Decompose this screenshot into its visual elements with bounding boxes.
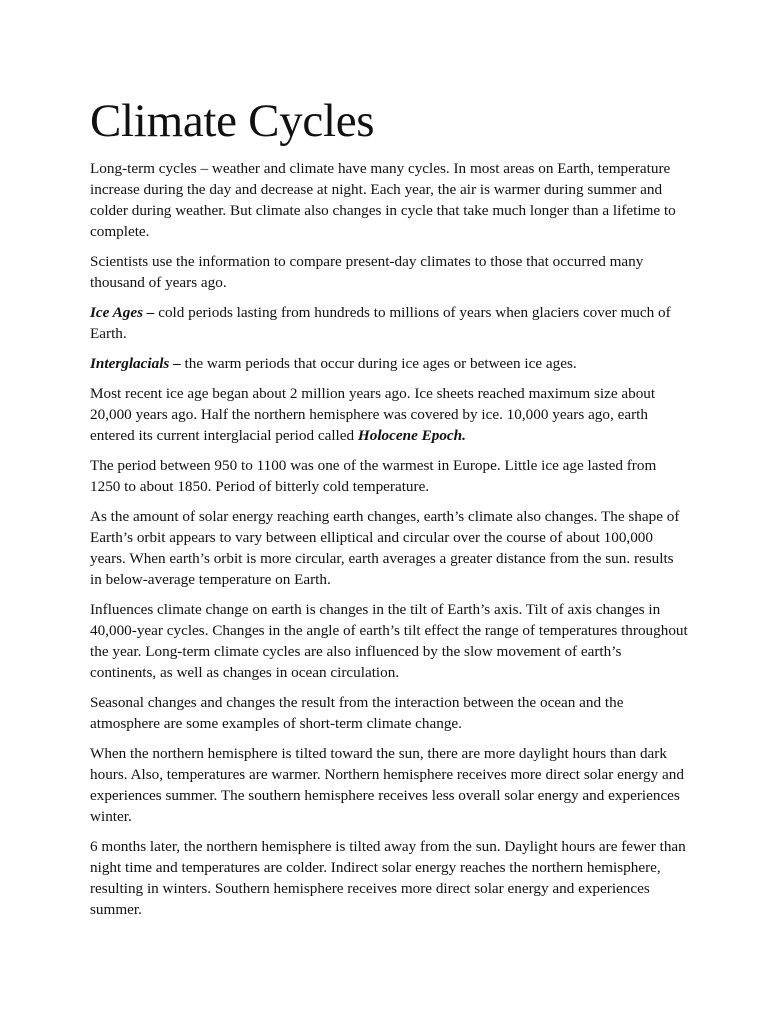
paragraph-long-term-cycles <box>90 158 688 242</box>
paragraph-northern-summer <box>90 743 688 827</box>
paragraph-interglacials <box>90 353 688 374</box>
paragraph-six-months-later <box>90 836 688 920</box>
paragraph-scientists <box>90 251 688 293</box>
page-title: Climate Cycles <box>90 95 375 147</box>
paragraph-text: Most recent ice age began about 2 million years ago. Ice sheets reached maximum size about 20,000 years ago. Half the northern hemisphere was covered by ice. 10,000 years ago, earth entered its current interglacial period called <box>90 385 656 445</box>
paragraph-text: As the amount of solar energy reaching earth changes, earth’s climate also changes. The shape of Earth’s orbit appears to vary between elliptical and circular over the course of about 100,000 years. When earth’s orbit is more circular, earth averages a greater distance from the sun. results in below-average temperature on Earth. <box>90 508 680 589</box>
paragraph-text: When the northern hemisphere is tilted toward the sun, there are more daylight hours than dark hours. Also, temperatures are warmer. Northern hemisphere receives more direct solar energy and experiences summer. The southern hemisphere receives less overall solar energy and experiences winter. <box>90 745 684 826</box>
paragraph-text: 6 months later, the northern hemisphere is tilted away from the sun. Daylight hours are fewer than night time and temperatures are colder. Indirect solar energy reaches the northern hemisphere, resulting in winters. Southern hemisphere receives more direct solar energy and experiences summer. <box>90 838 686 919</box>
paragraph-recent-ice-age <box>90 383 688 446</box>
paragraph-text: The period between 950 to 1100 was one of the warmest in Europe. Little ice age lasted from 1250 to about 1850. Period of bitterly cold temperature. <box>90 457 657 496</box>
paragraph-text: the warm periods that occur during ice ages or between ice ages. <box>180 355 577 373</box>
term-ice-ages: Ice Ages – <box>90 304 155 322</box>
paragraph-short-term-change <box>90 692 688 734</box>
paragraph-text: Long-term cycles – weather and climate have many cycles. In most areas on Earth, temperature increase during the day and decrease at night. Each year, the air is warmer during summer and colder during weather. But climate also changes in cycle that take much longer than a lifetime to complete. <box>90 160 676 241</box>
term-interglacials: Interglacials – <box>90 355 181 373</box>
paragraph-solar-energy-orbit <box>90 506 688 590</box>
paragraph-ice-ages <box>90 302 688 344</box>
paragraph-warm-period-europe <box>90 455 688 497</box>
paragraph-text: Scientists use the information to compare present-day climates to those that occurred many thousand of years ago. <box>90 253 644 292</box>
paragraph-text: Seasonal changes and changes the result from the interaction between the ocean and the atmosphere are some examples of short-term climate change. <box>90 694 624 733</box>
paragraph-axis-tilt <box>90 599 688 683</box>
document-page <box>90 94 688 929</box>
paragraph-text: cold periods lasting from hundreds to millions of years when glaciers cover much of Earth. <box>90 304 671 343</box>
paragraph-text: Influences climate change on earth is changes in the tilt of Earth’s axis. Tilt of axis changes in 40,000-year cycles. Changes in the angle of earth’s tilt effect the range of temperatures throughout the year. Long-term climate cycles are also influenced by the slow movement of earth’s continents, as well as changes in ocean circulation. <box>90 601 688 682</box>
term-holocene-epoch: Holocene Epoch. <box>357 427 466 445</box>
